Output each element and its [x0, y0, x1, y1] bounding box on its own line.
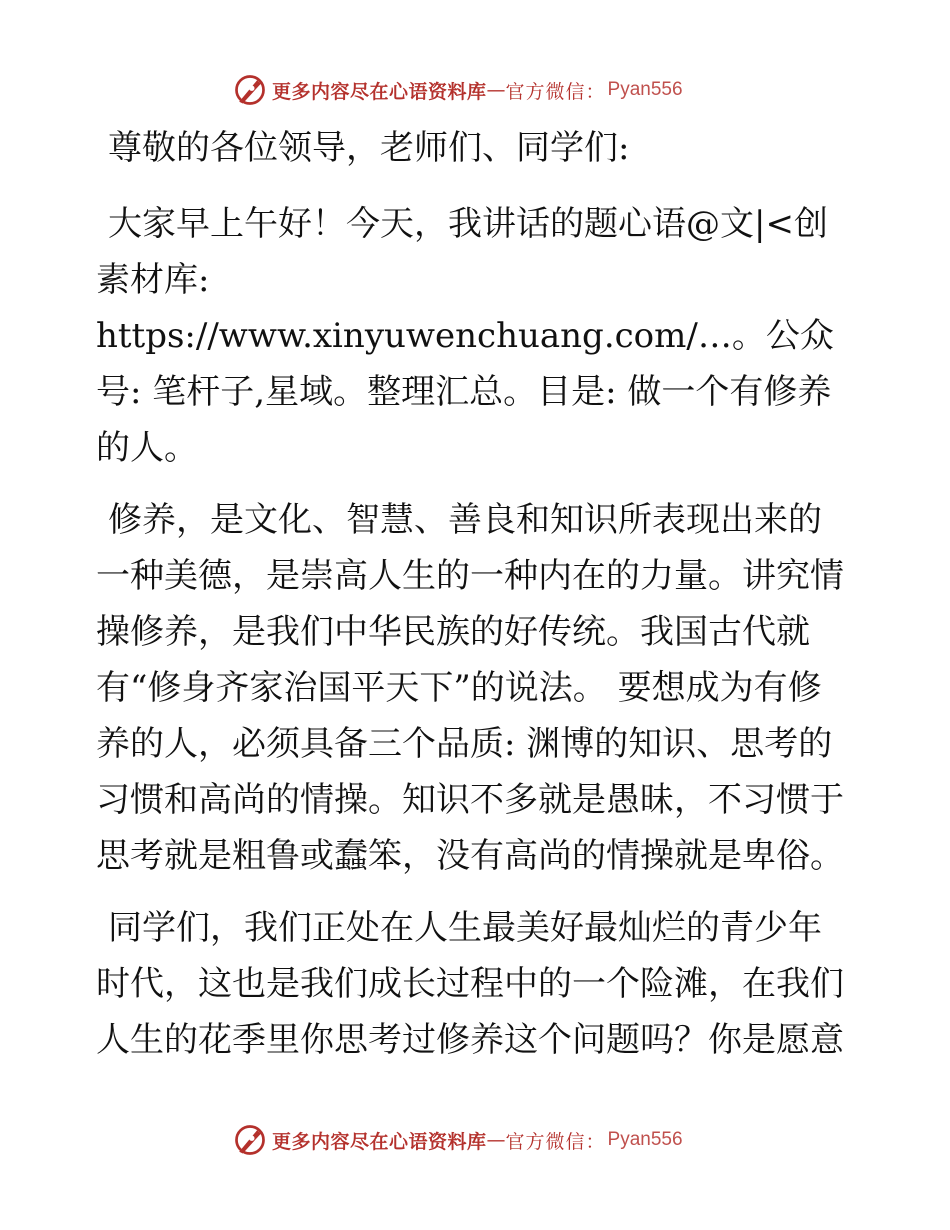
header-banner: [232, 70, 683, 110]
paragraph-1-text: 大家早上午好！今天，我讲话的题心语@文|<创素材库: https://www.xinyuwenchuang.com/…。公众号: 笔杆子,星域。整理汇总。目是: 做一个有修养的人。: [96, 204, 834, 468]
banner-wechat-id: Pyan556: [607, 1129, 683, 1150]
banner-wechat-id: Pyan556: [607, 79, 683, 100]
quill-logo-icon: [232, 1122, 268, 1158]
banner-main-text: 更多内容尽在心语资料库: [272, 80, 487, 103]
document-body: [96, 120, 848, 1084]
paragraph-2: [96, 492, 848, 884]
paragraph-1: [96, 196, 848, 476]
paragraph-3-text: 同学们，我们正处在人生最美好最灿烂的青少年时代，这也是我们成长过程中的一个险滩，在我们人生的花季里你思考过修养这个问题吗？你是愿意: [96, 908, 844, 1060]
banner-main-text: 更多内容尽在心语资料库: [272, 1130, 487, 1153]
banner-separator: —: [486, 1129, 506, 1151]
banner-wechat-label: 官方微信：: [505, 1130, 606, 1153]
quill-logo-icon: [232, 72, 268, 108]
paragraph-2-text: 修养，是文化、智慧、善良和知识所表现出来的一种美德，是崇高人生的一种内在的力量。讲究情操修养，是我们中华民族的好传统。我国古代就有“修身齐家治国平天下”的说法。 要想成为有修养的人，必须具备三个品质: 渊博的知识、思考的习惯和高尚的情操。知识不多就是愚昧，不习惯于思考就是粗鲁或蠢笨，没有高尚的情操就是卑俗。: [96, 500, 844, 876]
banner-wechat-label: 官方微信：: [505, 80, 606, 103]
salutation: 尊敬的各位领导，老师们、同学们:: [108, 128, 630, 168]
footer-banner: [232, 1120, 683, 1160]
paragraph-3: [96, 900, 848, 1068]
banner-separator: —: [486, 79, 506, 101]
